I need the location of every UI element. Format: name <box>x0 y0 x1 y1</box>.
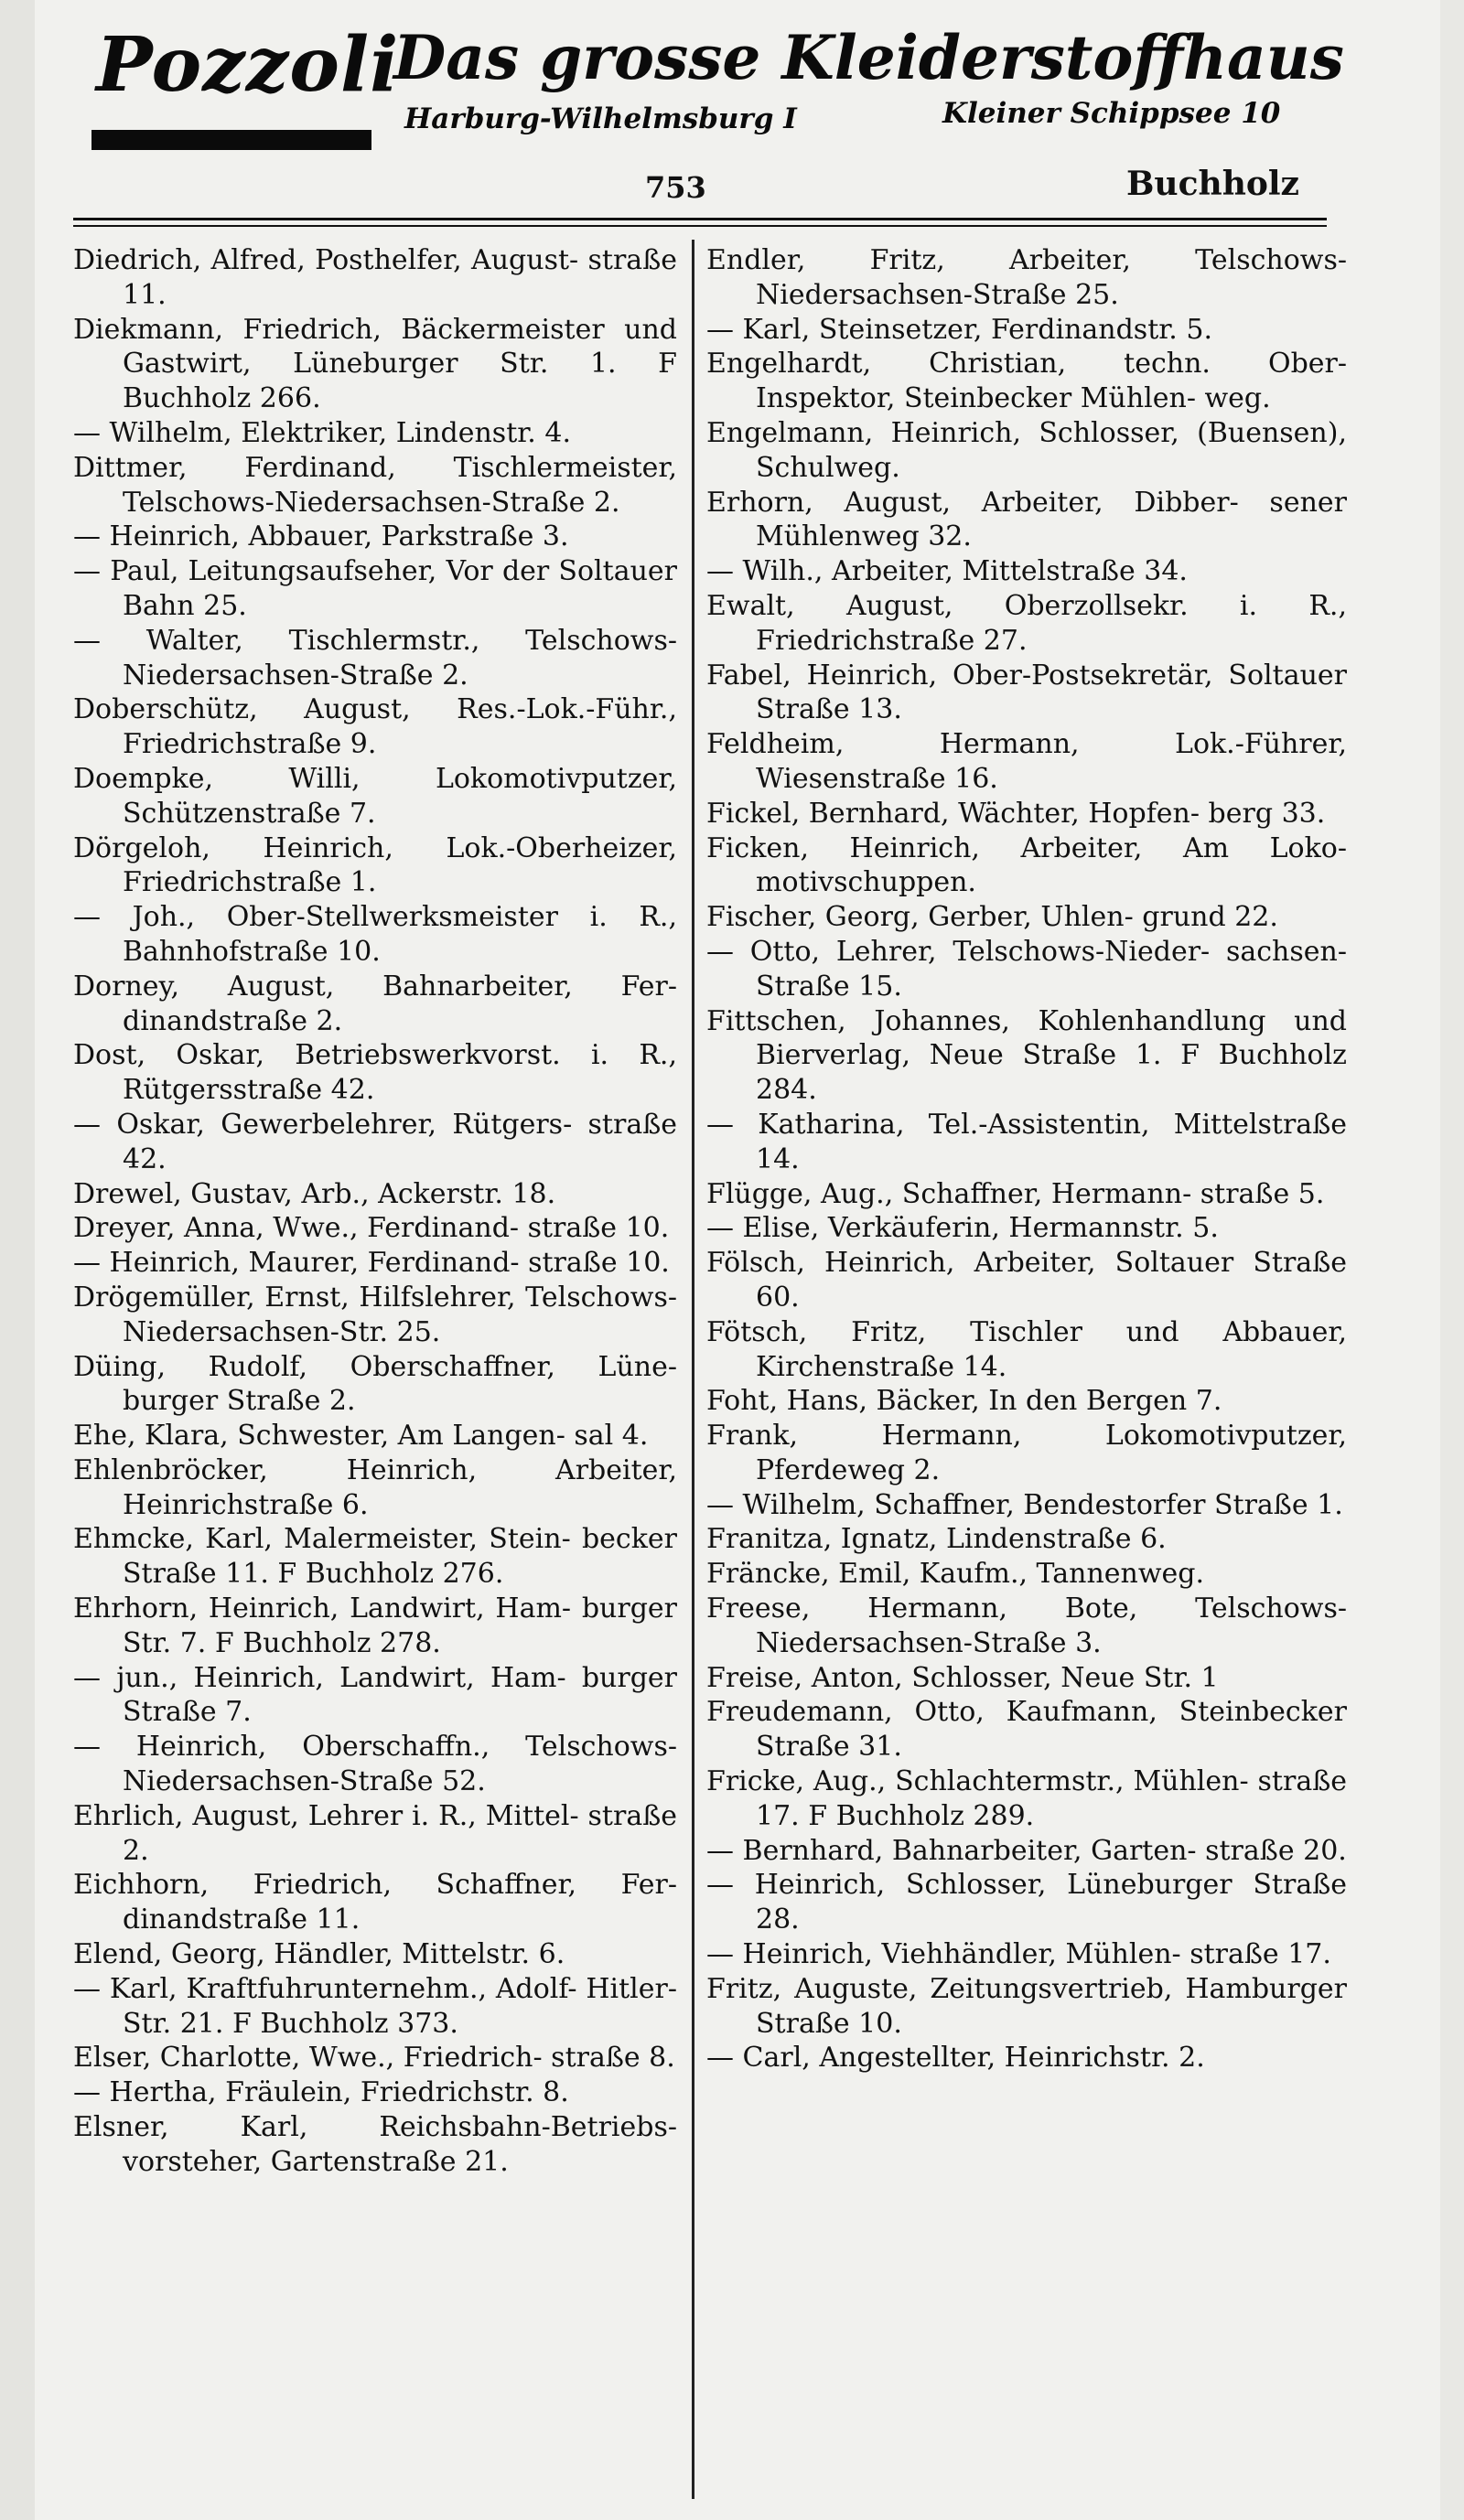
directory-entry: — Joh., Ober-Stellwerksmeister i. R., Bahnhofstraße 10. <box>73 901 677 968</box>
directory-entry: — Heinrich, Abbauer, Parkstraße 3. <box>73 520 569 553</box>
directory-entry: Elser, Charlotte, Wwe., Friedrich- straße 8. <box>73 2042 675 2075</box>
directory-entry: — Walter, Tischlermstr., Telschows- Niedersachsen-Straße 2. <box>73 624 677 692</box>
ad-title: Das grosse Kleiderstoffhaus <box>393 22 1344 93</box>
directory-entry: Dittmer, Ferdinand, Tischlermeister, Telschows-Niedersachsen-Straße 2. <box>73 451 677 519</box>
directory-entry: Elend, Georg, Händler, Mittelstr. 6. <box>73 1938 565 1971</box>
directory-entry: — Elise, Verkäuferin, Hermannstr. 5. <box>706 1212 1219 1245</box>
directory-entry: — Wilhelm, Schaffner, Bendestorfer Straße 1. <box>706 1488 1343 1521</box>
locality-header: Buchholz <box>1126 165 1299 203</box>
directory-entry: Fötsch, Fritz, Tischler und Abbauer, Kirchenstraße 14. <box>706 1315 1347 1383</box>
directory-entry: Fölsch, Heinrich, Arbeiter, Soltauer Straße 60. <box>706 1247 1347 1314</box>
directory-entry: Ehrlich, August, Lehrer i. R., Mittel- straße 2. <box>73 1799 677 1867</box>
directory-entry: Drewel, Gustav, Arb., Ackerstr. 18. <box>73 1177 556 1210</box>
directory-entry: Düing, Rudolf, Oberschaffner, Lüne- burger Straße 2. <box>73 1350 677 1418</box>
column-divider <box>692 240 694 2499</box>
directory-entry: Freese, Hermann, Bote, Telschows- Niedersachsen-Straße 3. <box>706 1592 1347 1659</box>
header-rule <box>73 218 1327 220</box>
directory-entry: — Otto, Lehrer, Telschows-Nieder- sachsen-Straße 15. <box>706 935 1347 1003</box>
right-column <box>706 243 1347 2075</box>
directory-entry: Engelhardt, Christian, techn. Ober- Inspektor, Steinbecker Mühlen- weg. <box>706 348 1347 415</box>
directory-entry: Dost, Oskar, Betriebswerkvorst. i. R., Rütgersstraße 42. <box>73 1039 677 1107</box>
directory-entry: Fräncke, Emil, Kaufm., Tannenweg. <box>706 1558 1205 1591</box>
directory-entry: Diekmann, Friedrich, Bäckermeister und Gastwirt, Lüneburger Str. 1. F Buchholz 266. <box>73 313 677 415</box>
ad-brand: Pozzoli <box>96 21 400 109</box>
directory-entry: Freise, Anton, Schlosser, Neue Str. 1 <box>706 1661 1219 1694</box>
directory-entry: Franitza, Ignatz, Lindenstraße 6. <box>706 1523 1167 1556</box>
directory-entry: — Wilh., Arbeiter, Mittelstraße 34. <box>706 555 1188 588</box>
ad-location-right: Kleiner Schippsee 10 <box>942 97 1281 130</box>
directory-entry: Elsner, Karl, Reichsbahn-Betriebs- vorsteher, Gartenstraße 21. <box>73 2111 677 2178</box>
directory-entry: — Hertha, Fräulein, Friedrichstr. 8. <box>73 2076 569 2109</box>
directory-entry: Feldheim, Hermann, Lok.-Führer, Wiesenstraße 16. <box>706 728 1347 795</box>
directory-entry: Fritz, Auguste, Zeitungsvertrieb, Hamburger Straße 10. <box>706 1972 1347 2040</box>
directory-entry: Dörgeloh, Heinrich, Lok.-Oberheizer, Friedrichstraße 1. <box>73 831 677 899</box>
page-margin-left <box>0 0 35 2520</box>
ad-location-left: Harburg-Wilhelmsburg I <box>404 102 797 135</box>
directory-entry: Fischer, Georg, Gerber, Uhlen- grund 22. <box>706 901 1278 934</box>
directory-entry: Dreyer, Anna, Wwe., Ferdinand- straße 10. <box>73 1212 670 1245</box>
directory-entry: — Paul, Leitungsaufseher, Vor der Soltauer Bahn 25. <box>73 555 677 622</box>
directory-entry: — Bernhard, Bahnarbeiter, Garten- straße 20. <box>706 1834 1347 1867</box>
directory-entry: Fabel, Heinrich, Ober-Postsekretär, Soltauer Straße 13. <box>706 659 1347 726</box>
directory-entry: Ehrhorn, Heinrich, Landwirt, Ham- burger Str. 7. F Buchholz 278. <box>73 1592 677 1659</box>
directory-entry: Fittschen, Johannes, Kohlenhandlung und Bierverlag, Neue Straße 1. F Buchholz 284. <box>706 1004 1347 1107</box>
directory-entry: — Katharina, Tel.-Assistentin, Mittelstraße 14. <box>706 1108 1347 1175</box>
directory-entry: Eichhorn, Friedrich, Schaffner, Fer- dinandstraße 11. <box>73 1869 677 1936</box>
directory-entry: Ehe, Klara, Schwester, Am Langen- sal 4. <box>73 1420 649 1453</box>
directory-entry: — Wilhelm, Elektriker, Lindenstr. 4. <box>73 416 571 449</box>
directory-entry: Dorney, August, Bahnarbeiter, Fer- dinandstraße 2. <box>73 970 677 1037</box>
directory-entry: Foht, Hans, Bäcker, In den Bergen 7. <box>706 1385 1222 1418</box>
directory-entry: Erhorn, August, Arbeiter, Dibber- sener Mühlenweg 32. <box>706 486 1347 553</box>
directory-entry: — Heinrich, Oberschaffn., Telschows- Niedersachsen-Straße 52. <box>73 1731 677 1798</box>
page-number: 753 <box>645 170 706 205</box>
directory-entry: Ehmcke, Karl, Malermeister, Stein- becker Straße 11. F Buchholz 276. <box>73 1523 677 1591</box>
directory-entry: — Karl, Steinsetzer, Ferdinandstr. 5. <box>706 313 1212 346</box>
directory-entry: Flügge, Aug., Schaffner, Hermann- straße 5. <box>706 1177 1325 1210</box>
header-rule-thin <box>73 225 1327 227</box>
directory-entry: Fickel, Bernhard, Wächter, Hopfen- berg 33. <box>706 797 1326 830</box>
directory-entry: Fricke, Aug., Schlachtermstr., Mühlen- straße 17. F Buchholz 289. <box>706 1765 1347 1832</box>
directory-entry: — Karl, Kraftfuhrunternehm., Adolf- Hitler-Str. 21. F Buchholz 373. <box>73 1972 677 2040</box>
directory-entry: — Heinrich, Schlosser, Lüneburger Straße 28. <box>706 1869 1347 1936</box>
left-column <box>73 243 677 2180</box>
ad-underline-bar <box>92 130 371 150</box>
directory-entry: Engelmann, Heinrich, Schlosser, (Buensen), Schulweg. <box>706 416 1347 484</box>
directory-entry: Ewalt, August, Oberzollsekr. i. R., Friedrichstraße 27. <box>706 589 1347 657</box>
directory-entry: Frank, Hermann, Lokomotivputzer, Pferdeweg 2. <box>706 1420 1347 1486</box>
directory-entry: — Heinrich, Viehhändler, Mühlen- straße 17. <box>706 1938 1331 1971</box>
directory-entry: Freudemann, Otto, Kaufmann, Steinbecker Straße 31. <box>706 1696 1347 1764</box>
directory-entry: Doberschütz, August, Res.-Lok.-Führ., Friedrichstraße 9. <box>73 693 677 761</box>
directory-entry: — jun., Heinrich, Landwirt, Ham- burger Straße 7. <box>73 1661 677 1729</box>
directory-entry: Endler, Fritz, Arbeiter, Telschows- Niedersachsen-Straße 25. <box>706 244 1347 311</box>
directory-entry: — Heinrich, Maurer, Ferdinand- straße 10. <box>73 1247 670 1280</box>
page-margin-right <box>1440 0 1464 2520</box>
directory-entry: Ficken, Heinrich, Arbeiter, Am Loko- motivschuppen. <box>706 831 1347 899</box>
directory-entry: — Carl, Angestellter, Heinrichstr. 2. <box>706 2042 1205 2075</box>
directory-entry: Doempke, Willi, Lokomotivputzer, Schützenstraße 7. <box>73 762 677 830</box>
directory-entry: — Oskar, Gewerbelehrer, Rütgers- straße 42. <box>73 1108 677 1175</box>
directory-entry: Ehlenbröcker, Heinrich, Arbeiter, Heinrichstraße 6. <box>73 1453 677 1521</box>
directory-entry: Drögemüller, Ernst, Hilfslehrer, Telschows-Niedersachsen-Str. 25. <box>73 1281 677 1348</box>
directory-entry: Diedrich, Alfred, Posthelfer, August- straße 11. <box>73 244 677 311</box>
